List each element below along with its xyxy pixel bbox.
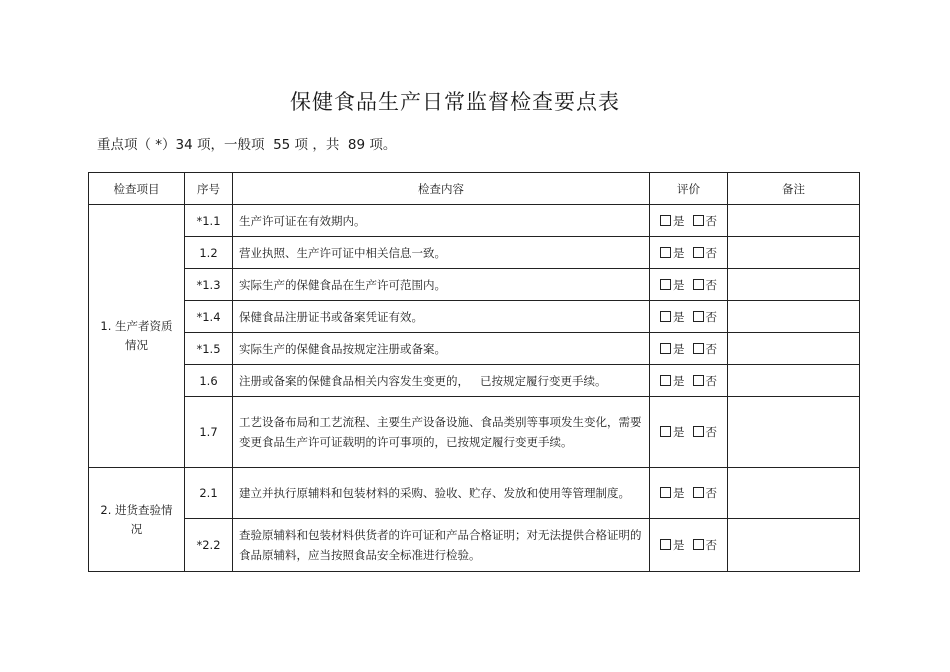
item-number: *1.5 xyxy=(185,333,233,365)
yes-label: 是 xyxy=(673,277,685,292)
yes-checkbox[interactable] xyxy=(660,279,671,290)
remarks-cell[interactable] xyxy=(728,333,860,365)
remarks-cell[interactable] xyxy=(728,237,860,269)
yes-label: 是 xyxy=(673,341,685,356)
no-label: 否 xyxy=(705,486,717,500)
no-label: 否 xyxy=(705,213,717,228)
evaluation-cell xyxy=(650,365,728,397)
table-row xyxy=(89,269,860,301)
no-checkbox[interactable] xyxy=(693,539,704,550)
yes-label: 是 xyxy=(673,309,685,324)
yes-label: 是 xyxy=(673,486,685,500)
evaluation-cell xyxy=(650,519,728,572)
item-content: 营业执照、生产许可证中相关信息一致。 xyxy=(233,237,650,269)
no-label: 否 xyxy=(705,538,717,552)
evaluation-cell xyxy=(650,205,728,237)
inspection-table xyxy=(88,172,860,572)
no-checkbox[interactable] xyxy=(693,215,704,226)
table-row xyxy=(89,205,860,237)
yes-checkbox[interactable] xyxy=(660,343,671,354)
table-row xyxy=(89,397,860,468)
no-label: 否 xyxy=(705,277,717,292)
no-label: 否 xyxy=(705,341,717,356)
item-content: 实际生产的保健食品在生产许可范围内。 xyxy=(233,269,650,301)
no-checkbox[interactable] xyxy=(693,426,704,437)
item-number: *1.3 xyxy=(185,269,233,301)
yes-label: 是 xyxy=(673,373,685,388)
item-number: 2.1 xyxy=(185,468,233,519)
item-content: 生产许可证在有效期内。 xyxy=(233,205,650,237)
table-row xyxy=(89,519,860,572)
no-checkbox[interactable] xyxy=(693,311,704,322)
no-checkbox[interactable] xyxy=(693,487,704,498)
no-checkbox[interactable] xyxy=(693,343,704,354)
remarks-cell[interactable] xyxy=(728,269,860,301)
yes-checkbox[interactable] xyxy=(660,311,671,322)
remarks-cell[interactable] xyxy=(728,519,860,572)
item-number: 1.2 xyxy=(185,237,233,269)
header-category: 检查项目 xyxy=(89,173,185,205)
yes-checkbox[interactable] xyxy=(660,247,671,258)
item-content: 查验原辅料和包装材料供货者的许可证和产品合格证明；对无法提供合格证明的食品原辅料，应当按照食品安全标准进行检验。 xyxy=(233,519,650,572)
item-content: 建立并执行原辅料和包装材料的采购、验收、贮存、发放和使用等管理制度。 xyxy=(233,468,650,519)
item-number: *1.4 xyxy=(185,301,233,333)
no-label: 否 xyxy=(705,245,717,260)
item-content: 保健食品注册证书或备案凭证有效。 xyxy=(233,301,650,333)
header-content: 检查内容 xyxy=(233,173,650,205)
category-cell: 2. 进货查验情况 xyxy=(89,468,185,572)
table-row xyxy=(89,301,860,333)
category-cell: 1. 生产者资质情况 xyxy=(89,205,185,468)
header-evaluation: 评价 xyxy=(650,173,728,205)
evaluation-cell xyxy=(650,269,728,301)
table-row xyxy=(89,237,860,269)
remarks-cell[interactable] xyxy=(728,205,860,237)
no-label: 否 xyxy=(705,309,717,324)
table-row xyxy=(89,333,860,365)
yes-checkbox[interactable] xyxy=(660,539,671,550)
table-header-row xyxy=(89,173,860,205)
no-label: 否 xyxy=(705,373,717,388)
document-title: 保健食品生产日常监督检查要点表 xyxy=(290,90,620,114)
yes-label: 是 xyxy=(673,245,685,260)
table-row xyxy=(89,468,860,519)
item-content: 注册或备案的保健食品相关内容发生变更的， 已按规定履行变更手续。 xyxy=(233,365,650,397)
yes-checkbox[interactable] xyxy=(660,215,671,226)
item-number: 1.7 xyxy=(185,397,233,468)
item-content: 工艺设备布局和工艺流程、主要生产设备设施、食品类别等事项发生变化，需要变更食品生产许可证载明的许可事项的，已按规定履行变更手续。 xyxy=(233,397,650,468)
yes-checkbox[interactable] xyxy=(660,487,671,498)
no-label: 否 xyxy=(705,425,717,439)
evaluation-cell xyxy=(650,237,728,269)
evaluation-cell xyxy=(650,397,728,468)
item-content: 实际生产的保健食品按规定注册或备案。 xyxy=(233,333,650,365)
table-row xyxy=(89,365,860,397)
yes-checkbox[interactable] xyxy=(660,375,671,386)
header-remarks: 备注 xyxy=(728,173,860,205)
no-checkbox[interactable] xyxy=(693,247,704,258)
item-number: 1.6 xyxy=(185,365,233,397)
header-number: 序号 xyxy=(185,173,233,205)
remarks-cell[interactable] xyxy=(728,397,860,468)
evaluation-cell xyxy=(650,333,728,365)
remarks-cell[interactable] xyxy=(728,365,860,397)
yes-label: 是 xyxy=(673,538,685,552)
remarks-cell[interactable] xyxy=(728,301,860,333)
evaluation-cell xyxy=(650,301,728,333)
item-number: *2.2 xyxy=(185,519,233,572)
evaluation-cell xyxy=(650,468,728,519)
no-checkbox[interactable] xyxy=(693,279,704,290)
yes-label: 是 xyxy=(673,213,685,228)
item-count-summary: 重点项（ *）34 项，一般项 55 项 ，共 89 项。 xyxy=(97,137,397,153)
remarks-cell[interactable] xyxy=(728,468,860,519)
yes-checkbox[interactable] xyxy=(660,426,671,437)
item-number: *1.1 xyxy=(185,205,233,237)
no-checkbox[interactable] xyxy=(693,375,704,386)
yes-label: 是 xyxy=(673,425,685,439)
